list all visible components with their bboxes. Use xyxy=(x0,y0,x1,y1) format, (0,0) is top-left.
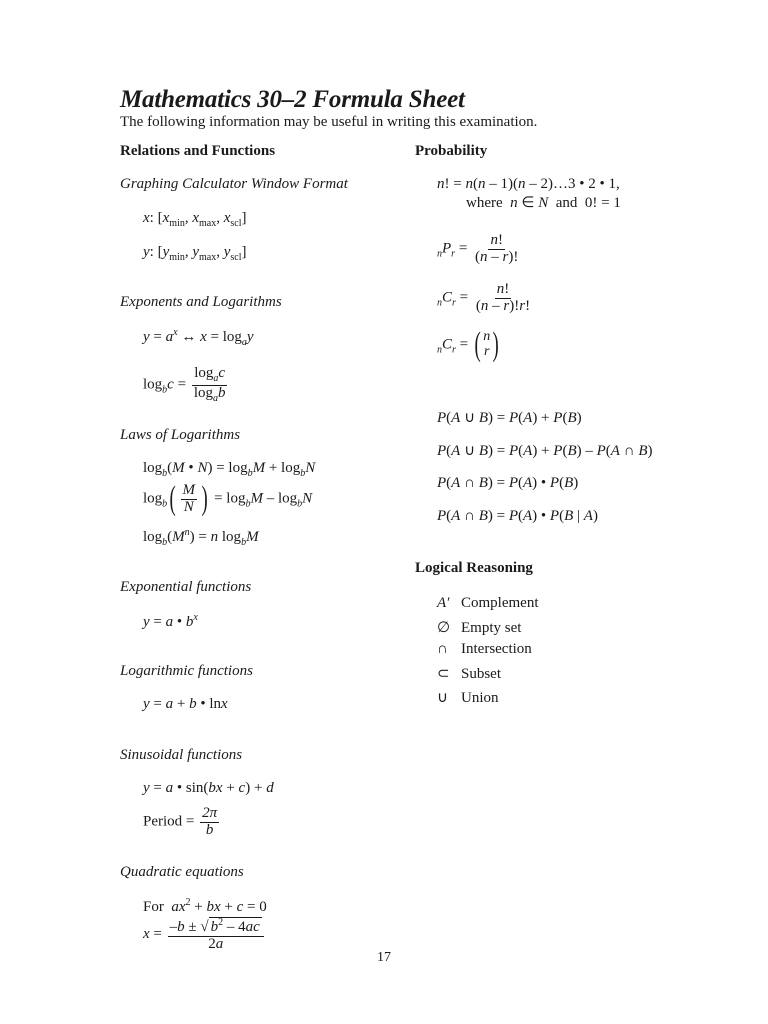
factorial-line-1: n! = n(n – 1)(n – 2)…3 • 2 • 1, xyxy=(437,176,620,192)
relations-heading: Relations and Functions xyxy=(120,143,276,159)
change-of-base: $\log_bc$ = $\frac{\log_ac}{\log_ab}$ xyxy=(143,365,226,404)
exponential-subheading: Exponential functions xyxy=(120,579,252,595)
y-window-formula: y: [$y_{min}$, $y_{max}$, $y_{scl}$] xyxy=(143,244,247,263)
subset-icon: ⊂ xyxy=(437,666,450,682)
logic-heading: Logical Reasoning xyxy=(415,560,533,576)
x-window-formula: x: [$x_{min}$, $x_{max}$, $x_{scl}$] xyxy=(143,210,247,229)
quadratic-formula: x = –b ± √ $b^2 - 4ac$ 2a xyxy=(143,917,266,953)
period-formula: Period = $\frac{2\pi}{b}$ xyxy=(143,805,218,838)
page-title: Mathematics 30–2 Formula Sheet xyxy=(120,86,465,113)
logic-item-subset: ⊂ Subset xyxy=(437,666,502,682)
log-power-law: $\log_b(M^n) = n$ $\log_bM$ xyxy=(143,527,259,548)
union-general: P(A ∪ B) = P(A) + P(B) – P(A ∩ B) xyxy=(437,443,653,459)
page-number: 17 xyxy=(377,950,391,965)
quadratic-subheading: Quadratic equations xyxy=(120,864,244,880)
empty-set-icon: ∅ xyxy=(437,620,451,636)
quadratic-for-line: For $ax^2$ + bx + c = 0 xyxy=(143,897,267,915)
logic-item-complement: A′ Complement xyxy=(437,595,539,611)
permutation-formula: $_nP_r$ = $\frac{n!}{(n - r)!}$ xyxy=(437,232,519,265)
logarithmic-formula: y = a + b • lnx xyxy=(143,696,228,712)
intro-text: The following information may be useful in writing this examination. xyxy=(120,114,538,130)
exponents-subheading: Exponents and Logarithms xyxy=(120,294,282,310)
intersection-independent: P(A ∩ B) = P(A) • P(B) xyxy=(437,475,579,491)
combination-formula: $_nC_r$ = $\frac{n!}{(n - r)!r!}$ xyxy=(437,281,531,314)
intersection-dependent: P(A ∩ B) = P(A) • P(B | A) xyxy=(437,508,598,524)
sinusoidal-formula: y = a • sin(bx + c) + d xyxy=(143,780,274,796)
factorial-line-2: where n ∈ N and 0! = 1 xyxy=(466,195,621,211)
log-product-law: $\log_b(M$ • $N) = \log_bM + \log_bN$ xyxy=(143,460,316,479)
graphing-subheading: Graphing Calculator Window Format xyxy=(120,176,348,192)
exponential-formula: y = a • $b^x$ xyxy=(143,612,198,630)
logic-item-intersection: ∩ Intersection xyxy=(437,641,532,657)
complement-icon: A′ xyxy=(437,595,450,611)
union-icon: ∪ xyxy=(437,690,448,706)
sinusoidal-subheading: Sinusoidal functions xyxy=(120,747,243,763)
logic-item-empty-set: ∅ Empty set xyxy=(437,620,522,636)
binomial-formula: $_nC_r$ = ( n r ) xyxy=(437,326,499,363)
logarithmic-subheading: Logarithmic functions xyxy=(120,663,253,679)
laws-subheading: Laws of Logarithms xyxy=(120,427,241,443)
probability-heading: Probability xyxy=(415,143,488,159)
exponent-equivalence: $y = a^x$ ↔ $x = \log_ay$ xyxy=(143,327,254,348)
logic-item-union: ∪ Union xyxy=(437,690,499,706)
log-quotient-law: $\log_b$( $\frac{M}{N}$ ) = $\log_bM - \log_bN$ xyxy=(143,480,313,517)
intersection-icon: ∩ xyxy=(437,641,448,657)
union-exclusive: P(A ∪ B) = P(A) + P(B) xyxy=(437,410,582,426)
